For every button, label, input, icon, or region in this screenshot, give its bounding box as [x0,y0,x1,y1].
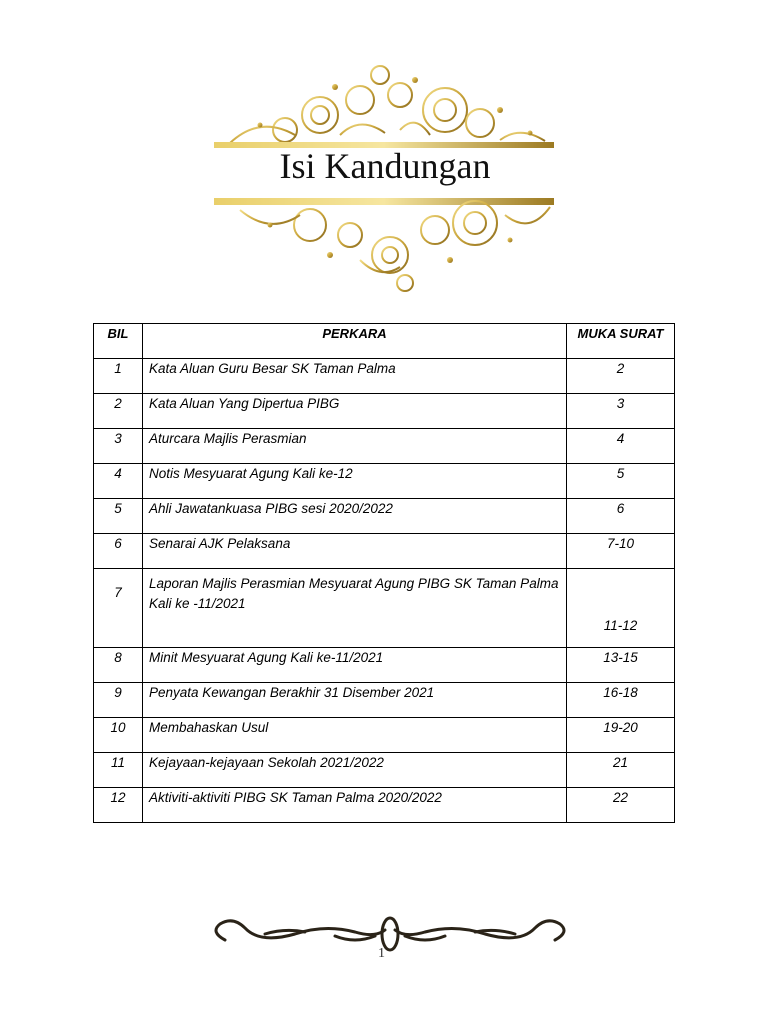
row-muka-surat: 2 [567,359,675,394]
row-perkara: Ahli Jawatankuasa PIBG sesi 2020/2022 [143,499,567,534]
row-muka-surat: 22 [567,788,675,823]
table-row [94,429,675,464]
row-bil: 3 [94,429,143,464]
table-row [94,648,675,683]
row-muka-surat: 6 [567,499,675,534]
row-bil: 2 [94,394,143,429]
table-row [94,683,675,718]
row-muka-surat: 13-15 [567,648,675,683]
row-bil: 12 [94,788,143,823]
table-of-contents [93,323,675,823]
row-perkara: Kejayaan-kejayaan Sekolah 2021/2022 [143,753,567,788]
table-row [94,569,675,648]
scroll-flourish-icon [205,910,575,960]
row-bil: 11 [94,753,143,788]
row-perkara: Notis Mesyuarat Agung Kali ke-12 [143,464,567,499]
row-perkara: Aktiviti-aktiviti PIBG SK Taman Palma 2020/2022 [143,788,567,823]
row-perkara: Membahaskan Usul [143,718,567,753]
row-perkara: Senarai AJK Pelaksana [143,534,567,569]
row-bil: 6 [94,534,143,569]
row-muka-surat: 7-10 [567,534,675,569]
row-bil: 1 [94,359,143,394]
page-title: Isi Kandungan [279,146,491,186]
table-row [94,464,675,499]
table-row [94,718,675,753]
row-bil: 8 [94,648,143,683]
page-number: 1 [378,946,385,961]
row-bil: 7 [94,569,143,648]
table-row [94,753,675,788]
table-header-row [94,324,675,359]
row-perkara: Laporan Majlis Perasmian Mesyuarat Agung PIBG SK Taman Palma Kali ke -11/2021 [143,569,567,648]
row-bil: 10 [94,718,143,753]
row-muka-surat: 21 [567,753,675,788]
table-row [94,499,675,534]
row-perkara: Minit Mesyuarat Agung Kali ke-11/2021 [143,648,567,683]
table-row [94,359,675,394]
header-muka-surat: MUKA SURAT [567,324,675,359]
title-banner [200,55,570,295]
row-muka-surat: 19-20 [567,718,675,753]
header-bil: BIL [94,324,143,359]
row-bil: 9 [94,683,143,718]
row-perkara: Kata Aluan Guru Besar SK Taman Palma [143,359,567,394]
table-row [94,788,675,823]
row-muka-surat: 4 [567,429,675,464]
row-muka-surat: 5 [567,464,675,499]
row-muka-surat: 16-18 [567,683,675,718]
row-bil: 4 [94,464,143,499]
table-row [94,534,675,569]
row-perkara: Aturcara Majlis Perasmian [143,429,567,464]
header-perkara: PERKARA [143,324,567,359]
row-perkara: Penyata Kewangan Berakhir 31 Disember 2021 [143,683,567,718]
table-row [94,394,675,429]
row-perkara: Kata Aluan Yang Dipertua PIBG [143,394,567,429]
row-bil: 5 [94,499,143,534]
row-muka-surat: 11-12 [567,569,675,648]
row-muka-surat: 3 [567,394,675,429]
